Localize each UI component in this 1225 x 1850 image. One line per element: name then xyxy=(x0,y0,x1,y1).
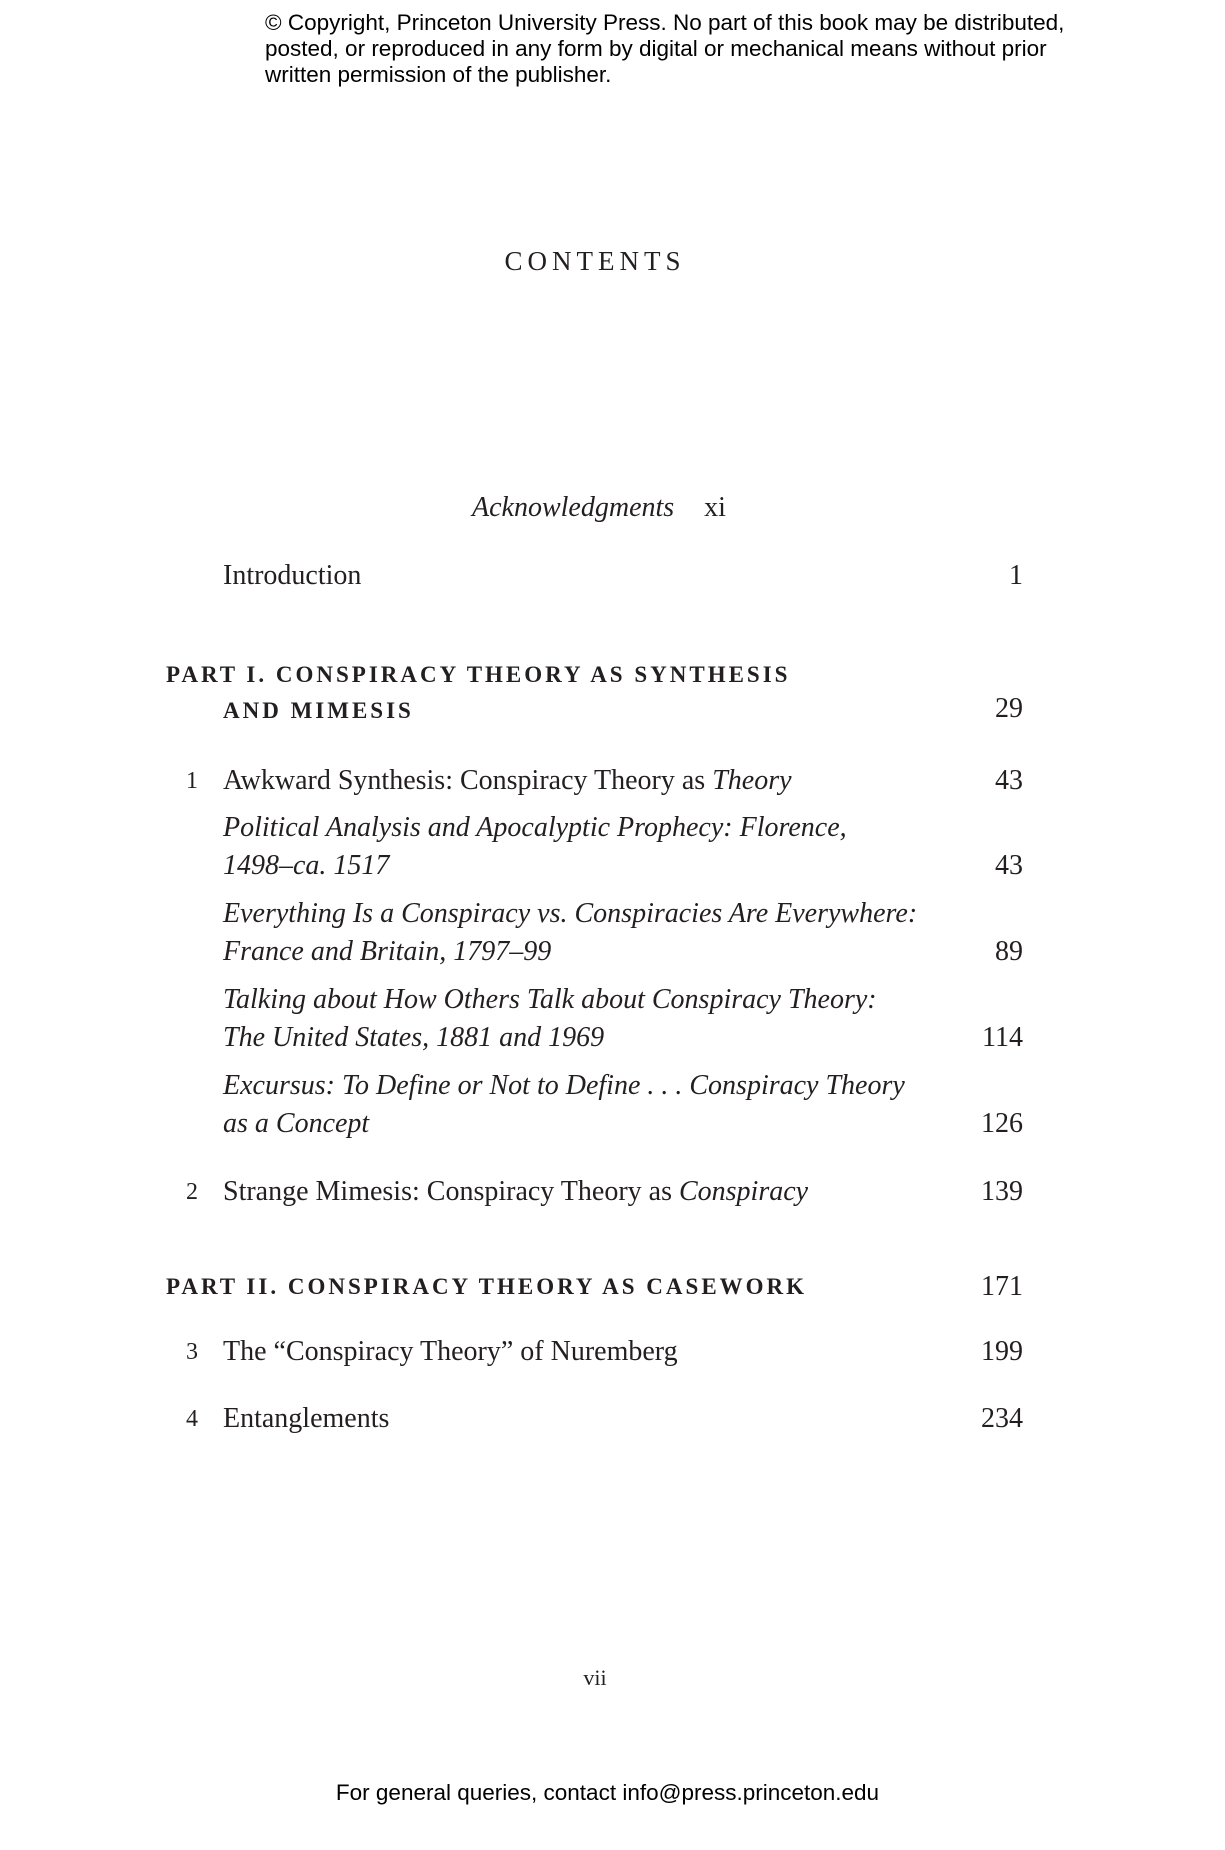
part-heading-line: PART I. CONSPIRACY THEORY AS SYNTHESIS xyxy=(166,662,791,687)
toc-page-number: 29 xyxy=(995,693,1023,724)
toc-page-number: 234 xyxy=(981,1403,1023,1434)
chapter-number: 2 xyxy=(186,1179,198,1205)
toc-page-number: 43 xyxy=(995,765,1023,796)
section-title-line: The United States, 1881 and 1969 xyxy=(223,1022,605,1053)
chapter-title: Entanglements xyxy=(223,1403,390,1434)
section-title-line: Excursus: To Define or Not to Define . . . Conspiracy Theory xyxy=(223,1070,905,1101)
page-title: CONTENTS xyxy=(504,246,686,276)
section-title-line: Everything Is a Conspiracy vs. Conspiracies Are Everywhere: xyxy=(223,898,918,929)
chapter-number: 4 xyxy=(186,1406,198,1432)
toc-page-number: xi xyxy=(704,492,726,523)
chapter-title: Awkward Synthesis: Conspiracy Theory as Theory xyxy=(223,765,792,796)
toc-label: Acknowledgments xyxy=(472,492,675,523)
toc-page-number: 114 xyxy=(982,1022,1023,1053)
toc-page-number: 139 xyxy=(981,1176,1023,1207)
section-title-line: 1498–ca. 1517 xyxy=(223,850,390,881)
toc-page-number: 126 xyxy=(981,1108,1023,1139)
copyright-notice: © Copyright, Princeton University Press. No part of this book may be distributed, posted, or reproduced in any form by digital or mechanical means without prior written permission of the publisher. xyxy=(265,10,1065,87)
toc-page-number: 171 xyxy=(981,1271,1023,1302)
toc-page-number: 1 xyxy=(1009,560,1023,591)
toc-page-number: 199 xyxy=(981,1336,1023,1367)
chapter-title: The “Conspiracy Theory” of Nuremberg xyxy=(223,1336,678,1367)
chapter-number: 1 xyxy=(186,768,198,794)
toc-entry-acknowledgments xyxy=(472,492,726,524)
section-title-line: as a Concept xyxy=(223,1108,370,1139)
part-heading-line: PART II. CONSPIRACY THEORY AS CASEWORK xyxy=(166,1274,808,1299)
section-title-line: France and Britain, 1797–99 xyxy=(223,936,552,967)
chapter-number: 3 xyxy=(186,1339,198,1365)
page-folio: vii xyxy=(583,1665,607,1690)
toc-page-number: 43 xyxy=(995,850,1023,881)
footer-contact: For general queries, contact info@press.princeton.edu xyxy=(335,1780,880,1805)
toc-page-number: 89 xyxy=(995,936,1023,967)
toc-label: Introduction xyxy=(223,560,362,591)
part-heading-line: AND MIMESIS xyxy=(223,698,414,723)
chapter-title: Strange Mimesis: Conspiracy Theory as Conspiracy xyxy=(223,1176,809,1207)
section-title-line: Talking about How Others Talk about Conspiracy Theory: xyxy=(223,984,877,1015)
section-title-line: Political Analysis and Apocalyptic Prophecy: Florence, xyxy=(223,812,847,843)
